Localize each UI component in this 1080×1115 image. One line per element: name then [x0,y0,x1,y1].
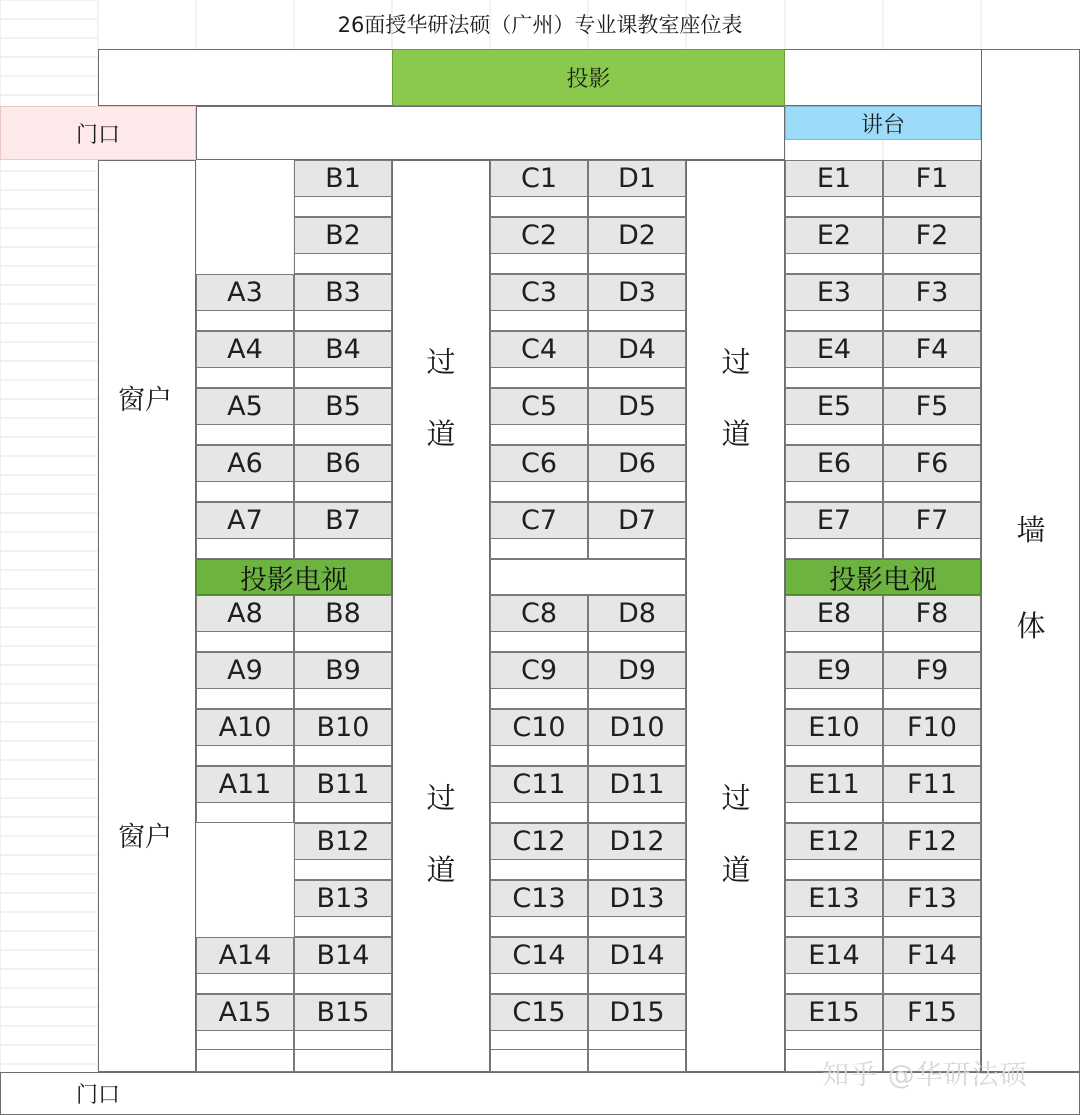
front-band [196,106,785,160]
window-column [98,160,196,1072]
seat-spacer [294,310,392,331]
seat-spacer [294,631,392,652]
seat-spacer [294,688,392,709]
seat-a15: A15 [196,994,294,1031]
page-title: 26面授华研法硕（广州）专业课教室座位表 [337,13,743,37]
seat-spacer [588,538,686,559]
seat-b9: B9 [294,652,392,689]
seat-e9: E9 [785,652,883,689]
seat-spacer [883,538,981,559]
seat-c9: C9 [490,652,588,689]
aisle-char: 过 [426,781,456,815]
seat-spacer [588,745,686,766]
seat-spacer [294,1030,392,1051]
seat-spacer [785,859,883,880]
seat-spacer [490,859,588,880]
seat-spacer [883,1030,981,1051]
seat-spacer [588,631,686,652]
seat-f7: F7 [883,502,981,539]
seat-e5: E5 [785,388,883,425]
seat-d1: D1 [588,160,686,197]
aisle-char: 道 [426,417,456,451]
seat-spacer [785,973,883,994]
seat-spacer [785,481,883,502]
seat-c13: C13 [490,880,588,917]
seat-f5: F5 [883,388,981,425]
seat-f11: F11 [883,766,981,803]
seat-c15: C15 [490,994,588,1031]
seat-b1: B1 [294,160,392,197]
seat-spacer [785,367,883,388]
seat-f8: F8 [883,595,981,632]
seat-a7: A7 [196,502,294,539]
wall-label [1011,482,1051,674]
seat-spacer [588,973,686,994]
seat-spacer [490,481,588,502]
window-label-lower: 窗户 [118,822,172,853]
seat-spacer [588,916,686,937]
seat-e11: E11 [785,766,883,803]
seat-spacer [883,688,981,709]
seat-f14: F14 [883,937,981,974]
seat-spacer [883,802,981,823]
seat-spacer [294,973,392,994]
seat-spacer [785,916,883,937]
aisle-left-upper [421,326,461,470]
aisle-right-lower [716,762,756,906]
seat-e3: E3 [785,274,883,311]
seat-spacer [785,538,883,559]
seat-a4: A4 [196,331,294,368]
seat-spacer [785,196,883,217]
seat-spacer [883,745,981,766]
seat-a14: A14 [196,937,294,974]
seat-spacer [883,481,981,502]
seat-d10: D10 [588,709,686,746]
tv-left: 投影电视 [196,559,392,595]
seat-spacer [883,631,981,652]
seat-spacer [294,1049,392,1072]
aisle-char: 道 [721,853,751,887]
seat-spacer [294,802,392,823]
seat-b2: B2 [294,217,392,254]
seat-c6: C6 [490,445,588,482]
seat-f12: F12 [883,823,981,860]
seat-e12: E12 [785,823,883,860]
seat-a8: A8 [196,595,294,632]
seat-c3: C3 [490,274,588,311]
seat-b10: B10 [294,709,392,746]
seat-f3: F3 [883,274,981,311]
seat-f9: F9 [883,652,981,689]
seat-spacer [196,424,294,445]
window-label-upper: 窗户 [118,385,172,416]
seat-b13: B13 [294,880,392,917]
seat-spacer [196,367,294,388]
seat-spacer [883,310,981,331]
seat-spacer [785,424,883,445]
seat-spacer [196,1049,294,1072]
aisle-left [392,160,490,1072]
aisle-char: 过 [721,345,751,379]
seat-spacer [588,859,686,880]
seat-b12: B12 [294,823,392,860]
aisle-char: 道 [721,417,751,451]
seat-f2: F2 [883,217,981,254]
seat-spacer [294,859,392,880]
seat-d13: D13 [588,880,686,917]
projection-screen: 投影 [392,49,785,106]
seat-spacer [490,745,588,766]
seat-e8: E8 [785,595,883,632]
seat-spacer [883,424,981,445]
seat-e7: E7 [785,502,883,539]
seat-a5: A5 [196,388,294,425]
seat-spacer [294,916,392,937]
seat-f10: F10 [883,709,981,746]
seat-c11: C11 [490,766,588,803]
seat-spacer [883,973,981,994]
seat-d2: D2 [588,217,686,254]
seat-f6: F6 [883,445,981,482]
aisle-left-lower [421,762,461,906]
seat-e6: E6 [785,445,883,482]
aisle-char: 道 [426,853,456,887]
seat-e10: E10 [785,709,883,746]
seat-d12: D12 [588,823,686,860]
seat-spacer [196,481,294,502]
seat-c8: C8 [490,595,588,632]
seat-spacer [490,196,588,217]
seat-spacer [196,538,294,559]
seat-spacer [196,973,294,994]
seat-spacer [490,253,588,274]
seat-a9: A9 [196,652,294,689]
seat-b3: B3 [294,274,392,311]
seat-spacer [294,196,392,217]
seat-spacer [490,367,588,388]
seat-c7: C7 [490,502,588,539]
seat-d8: D8 [588,595,686,632]
seat-c2: C2 [490,217,588,254]
seat-spacer [490,424,588,445]
seat-spacer [490,1030,588,1051]
tv-middle-gap [490,559,686,595]
seat-spacer [490,688,588,709]
seat-spacer [588,424,686,445]
seat-f1: F1 [883,160,981,197]
seat-c10: C10 [490,709,588,746]
seat-spacer [196,631,294,652]
seat-e14: E14 [785,937,883,974]
seat-spacer [490,310,588,331]
seat-spacer [294,538,392,559]
seat-spacer [294,424,392,445]
seat-spacer [294,745,392,766]
seat-spacer [588,688,686,709]
seat-c1: C1 [490,160,588,197]
seat-b5: B5 [294,388,392,425]
aisle-right-upper [716,326,756,470]
seat-spacer [588,481,686,502]
seat-b11: B11 [294,766,392,803]
seat-spacer [785,631,883,652]
aisle-char: 过 [721,781,751,815]
aisle-right [686,160,785,1072]
seat-spacer [588,1049,686,1072]
seat-d4: D4 [588,331,686,368]
seat-spacer [294,367,392,388]
seat-spacer [196,745,294,766]
seat-a10: A10 [196,709,294,746]
aisle-char: 过 [426,345,456,379]
seat-spacer [883,196,981,217]
seat-spacer [883,916,981,937]
seat-spacer [588,367,686,388]
seat-e2: E2 [785,217,883,254]
seat-d6: D6 [588,445,686,482]
seat-spacer [785,688,883,709]
seat-c4: C4 [490,331,588,368]
seat-e1: E1 [785,160,883,197]
seat-a6: A6 [196,445,294,482]
seat-spacer [588,802,686,823]
seat-d14: D14 [588,937,686,974]
door-top: 门口 [0,106,196,160]
seat-c14: C14 [490,937,588,974]
seat-d9: D9 [588,652,686,689]
seat-spacer [588,253,686,274]
seat-spacer [785,1030,883,1051]
seat-spacer [294,253,392,274]
seat-spacer [883,253,981,274]
seat-spacer [294,481,392,502]
seat-d7: D7 [588,502,686,539]
seat-spacer [883,859,981,880]
seat-spacer [785,802,883,823]
seat-spacer [883,367,981,388]
watermark: 知乎 @华研法硕 [822,1060,1028,1091]
seat-spacer [588,1030,686,1051]
seat-spacer [490,916,588,937]
seat-a11: A11 [196,766,294,803]
seat-f13: F13 [883,880,981,917]
seat-e15: E15 [785,994,883,1031]
seat-spacer [196,310,294,331]
seat-f4: F4 [883,331,981,368]
seat-f15: F15 [883,994,981,1031]
seat-spacer [785,310,883,331]
wall-char: 体 [1016,609,1046,643]
seat-spacer [490,802,588,823]
seat-d3: D3 [588,274,686,311]
door-bottom: 门口 [75,1083,120,1108]
seat-c12: C12 [490,823,588,860]
seat-spacer [490,973,588,994]
wall-char: 墙 [1016,513,1046,547]
seat-spacer [588,196,686,217]
seat-b8: B8 [294,595,392,632]
seat-spacer [785,745,883,766]
seat-a3: A3 [196,274,294,311]
seat-spacer [490,631,588,652]
seat-e13: E13 [785,880,883,917]
seat-d11: D11 [588,766,686,803]
seat-spacer [785,253,883,274]
seat-spacer [490,1049,588,1072]
seat-spacer [196,688,294,709]
seat-spacer [196,802,294,823]
tv-right: 投影电视 [785,559,981,595]
seat-b14: B14 [294,937,392,974]
seat-spacer [490,538,588,559]
seat-b7: B7 [294,502,392,539]
seat-b4: B4 [294,331,392,368]
seat-spacer [196,1030,294,1051]
seat-spacer [588,310,686,331]
seat-d15: D15 [588,994,686,1031]
seat-b6: B6 [294,445,392,482]
seat-d5: D5 [588,388,686,425]
seat-c5: C5 [490,388,588,425]
seat-b15: B15 [294,994,392,1031]
seat-e4: E4 [785,331,883,368]
podium: 讲台 [785,106,981,140]
